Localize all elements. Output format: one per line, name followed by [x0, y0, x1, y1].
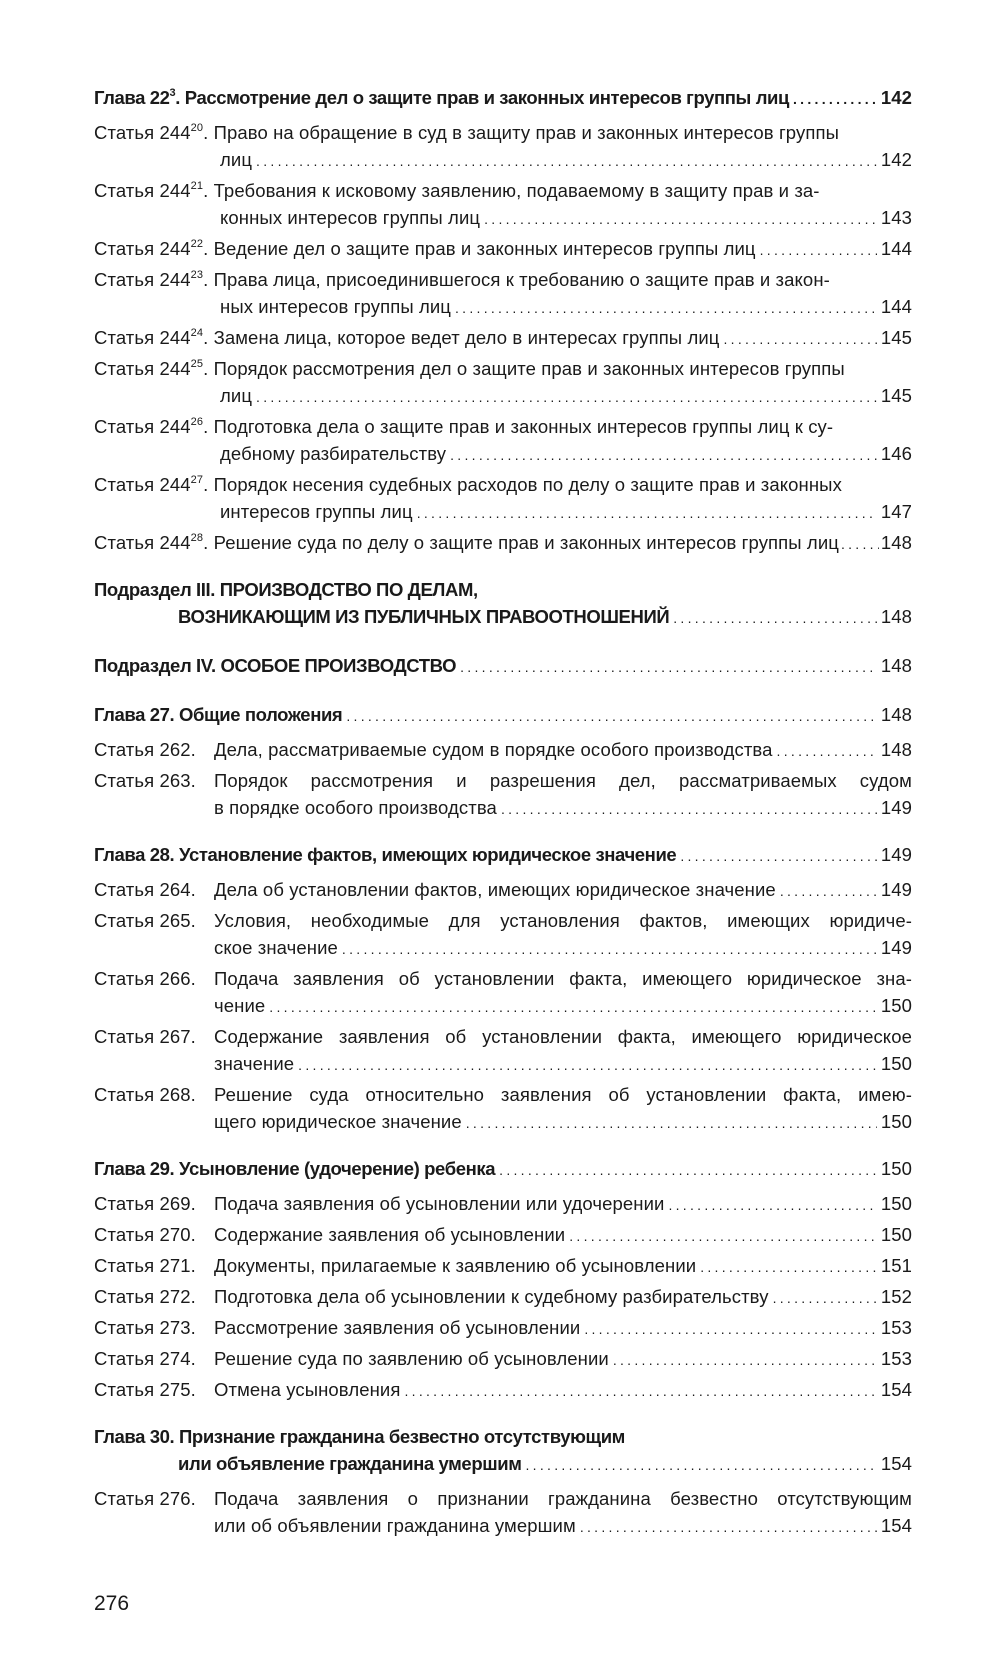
toc-article-244-24[interactable] [94, 324, 912, 353]
article-line1: Порядок рассмотрения и разрешения дел, рассматриваемых судом [214, 770, 912, 791]
page-ref: 147 [880, 501, 912, 522]
page-ref: 146 [880, 443, 912, 464]
article-number: Статья 264. [94, 879, 196, 900]
dot-leader [466, 1108, 877, 1137]
article-line1: Решение суда относительно заявления об установлении факта, имею- [214, 1084, 912, 1105]
toc-article-266[interactable] [94, 965, 912, 1021]
article-line2: конных интересов группы лиц [220, 207, 481, 228]
article-number: Статья 271. [94, 1255, 196, 1276]
toc-article-275[interactable] [94, 1376, 912, 1405]
toc-article-264[interactable] [94, 876, 912, 905]
page-ref: 142 [880, 149, 912, 170]
dot-leader [673, 603, 877, 632]
dot-leader [760, 235, 877, 264]
page-ref: 148 [880, 704, 912, 725]
article-number: Статья 267. [94, 1026, 196, 1047]
article-line1: Дела, рассматриваемые судом в порядке особого производства [214, 739, 773, 760]
dot-leader [569, 1221, 877, 1250]
dot-leader [680, 841, 877, 870]
article-line2: чение [214, 995, 266, 1016]
article-number: Статья 272. [94, 1286, 196, 1307]
article-line2: интересов группы лиц [220, 501, 413, 522]
page-ref: 154 [880, 1379, 912, 1400]
dot-leader [342, 934, 877, 963]
page-ref: 142 [880, 87, 912, 108]
chapter-title-line1: Глава 30. Признание гражданина безвестно отсутствующим [94, 1426, 625, 1447]
toc-article-269[interactable] [94, 1190, 912, 1219]
dot-leader [841, 529, 879, 558]
article-line1: Документы, прилагаемые к заявлению об усыновлении [214, 1255, 697, 1276]
toc-article-270[interactable] [94, 1221, 912, 1250]
toc-article-244-28[interactable] [94, 529, 912, 558]
toc-article-273[interactable] [94, 1314, 912, 1343]
toc-subsection-3[interactable] [94, 576, 912, 632]
toc-article-276[interactable] [94, 1485, 912, 1541]
page-ref: 152 [880, 1286, 912, 1307]
toc-article-244-22[interactable] [94, 235, 912, 264]
article-line2: лиц [220, 385, 253, 406]
dot-leader [793, 84, 877, 113]
article-line2: дебному разбирательству [220, 443, 447, 464]
toc-chapter-22-3[interactable] [94, 84, 912, 113]
page-ref: 154 [880, 1515, 912, 1536]
toc-article-244-25[interactable] [94, 355, 912, 411]
page-ref: 150 [880, 1111, 912, 1132]
dot-leader [773, 1283, 877, 1312]
dot-leader [256, 382, 877, 411]
article-line2: значение [214, 1053, 295, 1074]
toc-article-268[interactable] [94, 1081, 912, 1137]
article-number: Статья 270. [94, 1224, 196, 1245]
toc-chapter-29[interactable] [94, 1155, 912, 1184]
article-line1: Подготовка дела об усыновлении к судебному разбирательству [214, 1286, 769, 1307]
dot-leader [460, 652, 877, 681]
page-ref: 149 [880, 844, 912, 865]
toc-chapter-30[interactable] [94, 1423, 912, 1479]
article-line1: Статья $244^{24}$. Замена лица, которое ведет дело в интересах группы лиц [94, 326, 720, 348]
article-number: Статья 274. [94, 1348, 196, 1369]
chapter-title: Глава 27. Общие положения [94, 704, 343, 725]
dot-leader [455, 293, 877, 322]
dot-leader [580, 1512, 877, 1541]
dot-leader [780, 876, 877, 905]
dot-leader [346, 701, 876, 730]
article-line1: Решение суда по заявлению об усыновлении [214, 1348, 609, 1369]
subsection-title-line2: ВОЗНИКАЮЩИМ ИЗ ПУБЛИЧНЫХ ПРАВООТНОШЕНИЙ [178, 606, 670, 627]
toc-article-263[interactable] [94, 767, 912, 823]
dot-leader [256, 146, 877, 175]
dot-leader [700, 1252, 877, 1281]
article-line1: Подача заявления об установлении факта, имеющего юридическое зна- [214, 968, 912, 989]
article-line1: Подача заявления об усыновлении или удочерении [214, 1193, 665, 1214]
toc-subsection-4[interactable] [94, 652, 912, 681]
article-number: Статья 273. [94, 1317, 196, 1338]
article-line1: Условия, необходимые для установления фактов, имеющих юридиче- [214, 910, 912, 931]
dot-leader [484, 204, 877, 233]
dot-leader [417, 498, 877, 527]
article-number: Статья 262. [94, 739, 196, 760]
page-number: 276 [94, 1592, 130, 1615]
page-ref: 151 [880, 1255, 912, 1276]
dot-leader [499, 1155, 877, 1184]
toc-chapter-27[interactable] [94, 701, 912, 730]
toc-article-272[interactable] [94, 1283, 912, 1312]
dot-leader [450, 440, 877, 469]
page-ref: 148 [880, 532, 912, 553]
toc-chapter-28[interactable] [94, 841, 912, 870]
dot-leader [723, 324, 876, 353]
article-line1: Статья $244^{21}$. Требования к исковому заявлению, подаваемому в защиту прав и за- [94, 179, 820, 201]
article-line1: Отмена усыновления [214, 1379, 401, 1400]
chapter-title: Глава 29. Усыновление (удочерение) ребенка [94, 1158, 496, 1179]
page-ref: 150 [880, 1158, 912, 1179]
page-ref: 144 [880, 296, 912, 317]
article-number: Статья 268. [94, 1084, 196, 1105]
subsection-title: Подраздел IV. ОСОБОЕ ПРОИЗВОДСТВО [94, 655, 457, 676]
toc-article-267[interactable] [94, 1023, 912, 1079]
article-number: Статья 266. [94, 968, 196, 989]
page-ref: 153 [880, 1348, 912, 1369]
page-ref: 150 [880, 995, 912, 1016]
article-line1: Статья $244^{25}$. Порядок рассмотрения дел о защите прав и законных интересов группы [94, 357, 845, 379]
page-ref: 143 [880, 207, 912, 228]
subsection-title-line1: Подраздел III. ПРОИЗВОДСТВО ПО ДЕЛАМ, [94, 579, 478, 600]
toc-article-274[interactable] [94, 1345, 912, 1374]
page-ref: 144 [880, 238, 912, 259]
article-line2: щего юридическое значение [214, 1111, 462, 1132]
page-ref: 150 [880, 1193, 912, 1214]
page-ref: 148 [880, 655, 912, 676]
article-number: Статья 263. [94, 770, 196, 791]
page-ref: 148 [880, 606, 912, 627]
article-line2: ское значение [214, 937, 338, 958]
toc-article-244-23[interactable] [94, 266, 912, 322]
dot-leader [501, 794, 877, 823]
article-line1: Статья $244^{26}$. Подготовка дела о защите прав и законных интересов группы лиц к су- [94, 415, 834, 437]
article-number: Статья 265. [94, 910, 196, 931]
toc-article-265[interactable] [94, 907, 912, 963]
article-line1: Содержание заявления об усыновлении [214, 1224, 566, 1245]
article-line1: Рассмотрение заявления об усыновлении [214, 1317, 581, 1338]
article-number: Статья 275. [94, 1379, 196, 1400]
page-ref: 149 [880, 937, 912, 958]
article-number: Статья 269. [94, 1193, 196, 1214]
toc-article-244-27[interactable] [94, 471, 912, 527]
dot-leader [526, 1450, 877, 1479]
page-ref: 148 [880, 739, 912, 760]
toc-article-262[interactable] [94, 736, 912, 765]
dot-leader [404, 1376, 876, 1405]
page-ref: 145 [880, 385, 912, 406]
page-ref: 153 [880, 1317, 912, 1338]
page-ref: 145 [880, 327, 912, 348]
dot-leader [777, 736, 877, 765]
page-ref: 154 [880, 1453, 912, 1474]
article-line1: Статья $244^{28}$. Решение суда по делу о защите прав и законных интересов группы лиц [94, 531, 839, 553]
dot-leader [613, 1345, 877, 1374]
dot-leader [668, 1190, 876, 1219]
article-number: Статья 276. [94, 1488, 196, 1509]
toc-article-244-21[interactable] [94, 177, 912, 233]
dot-leader [298, 1050, 877, 1079]
chapter-title: Глава $22^3$. Рассмотрение дел о защите прав и законных интересов группы лиц [94, 86, 789, 108]
toc-article-244-26[interactable] [94, 413, 912, 469]
page-ref: 149 [880, 879, 912, 900]
page-ref: 149 [880, 797, 912, 818]
toc-article-271[interactable] [94, 1252, 912, 1281]
page-ref: 150 [880, 1053, 912, 1074]
page-ref: 150 [880, 1224, 912, 1245]
table-of-contents [94, 84, 912, 1543]
article-line2: ных интересов группы лиц [220, 296, 451, 317]
article-line2: в порядке особого производства [214, 797, 497, 818]
chapter-title: Глава 28. Установление фактов, имеющих юридическое значение [94, 844, 677, 865]
article-line1: Подача заявления о признании гражданина безвестно отсутствующим [214, 1488, 912, 1509]
toc-article-244-20[interactable] [94, 119, 912, 175]
dot-leader [584, 1314, 877, 1343]
article-line1: Содержание заявления об установлении факта, имеющего юридическое [214, 1026, 912, 1047]
article-line2: лиц [220, 149, 253, 170]
article-line1: Статья $244^{22}$. Ведение дел о защите прав и законных интересов группы лиц [94, 237, 756, 259]
dot-leader [269, 992, 877, 1021]
article-line2: или об объявлении гражданина умершим [214, 1515, 576, 1536]
article-line1: Статья $244^{23}$. Права лица, присоединившегося к требованию о защите прав и закон- [94, 268, 830, 290]
article-line1: Статья $244^{27}$. Порядок несения судебных расходов по делу о защите прав и законных [94, 473, 842, 495]
article-line1: Дела об установлении фактов, имеющих юридическое значение [214, 879, 776, 900]
chapter-title-line2: или объявление гражданина умершим [178, 1453, 522, 1474]
article-line1: Статья $244^{20}$. Право на обращение в суд в защиту прав и законных интересов группы [94, 121, 839, 143]
